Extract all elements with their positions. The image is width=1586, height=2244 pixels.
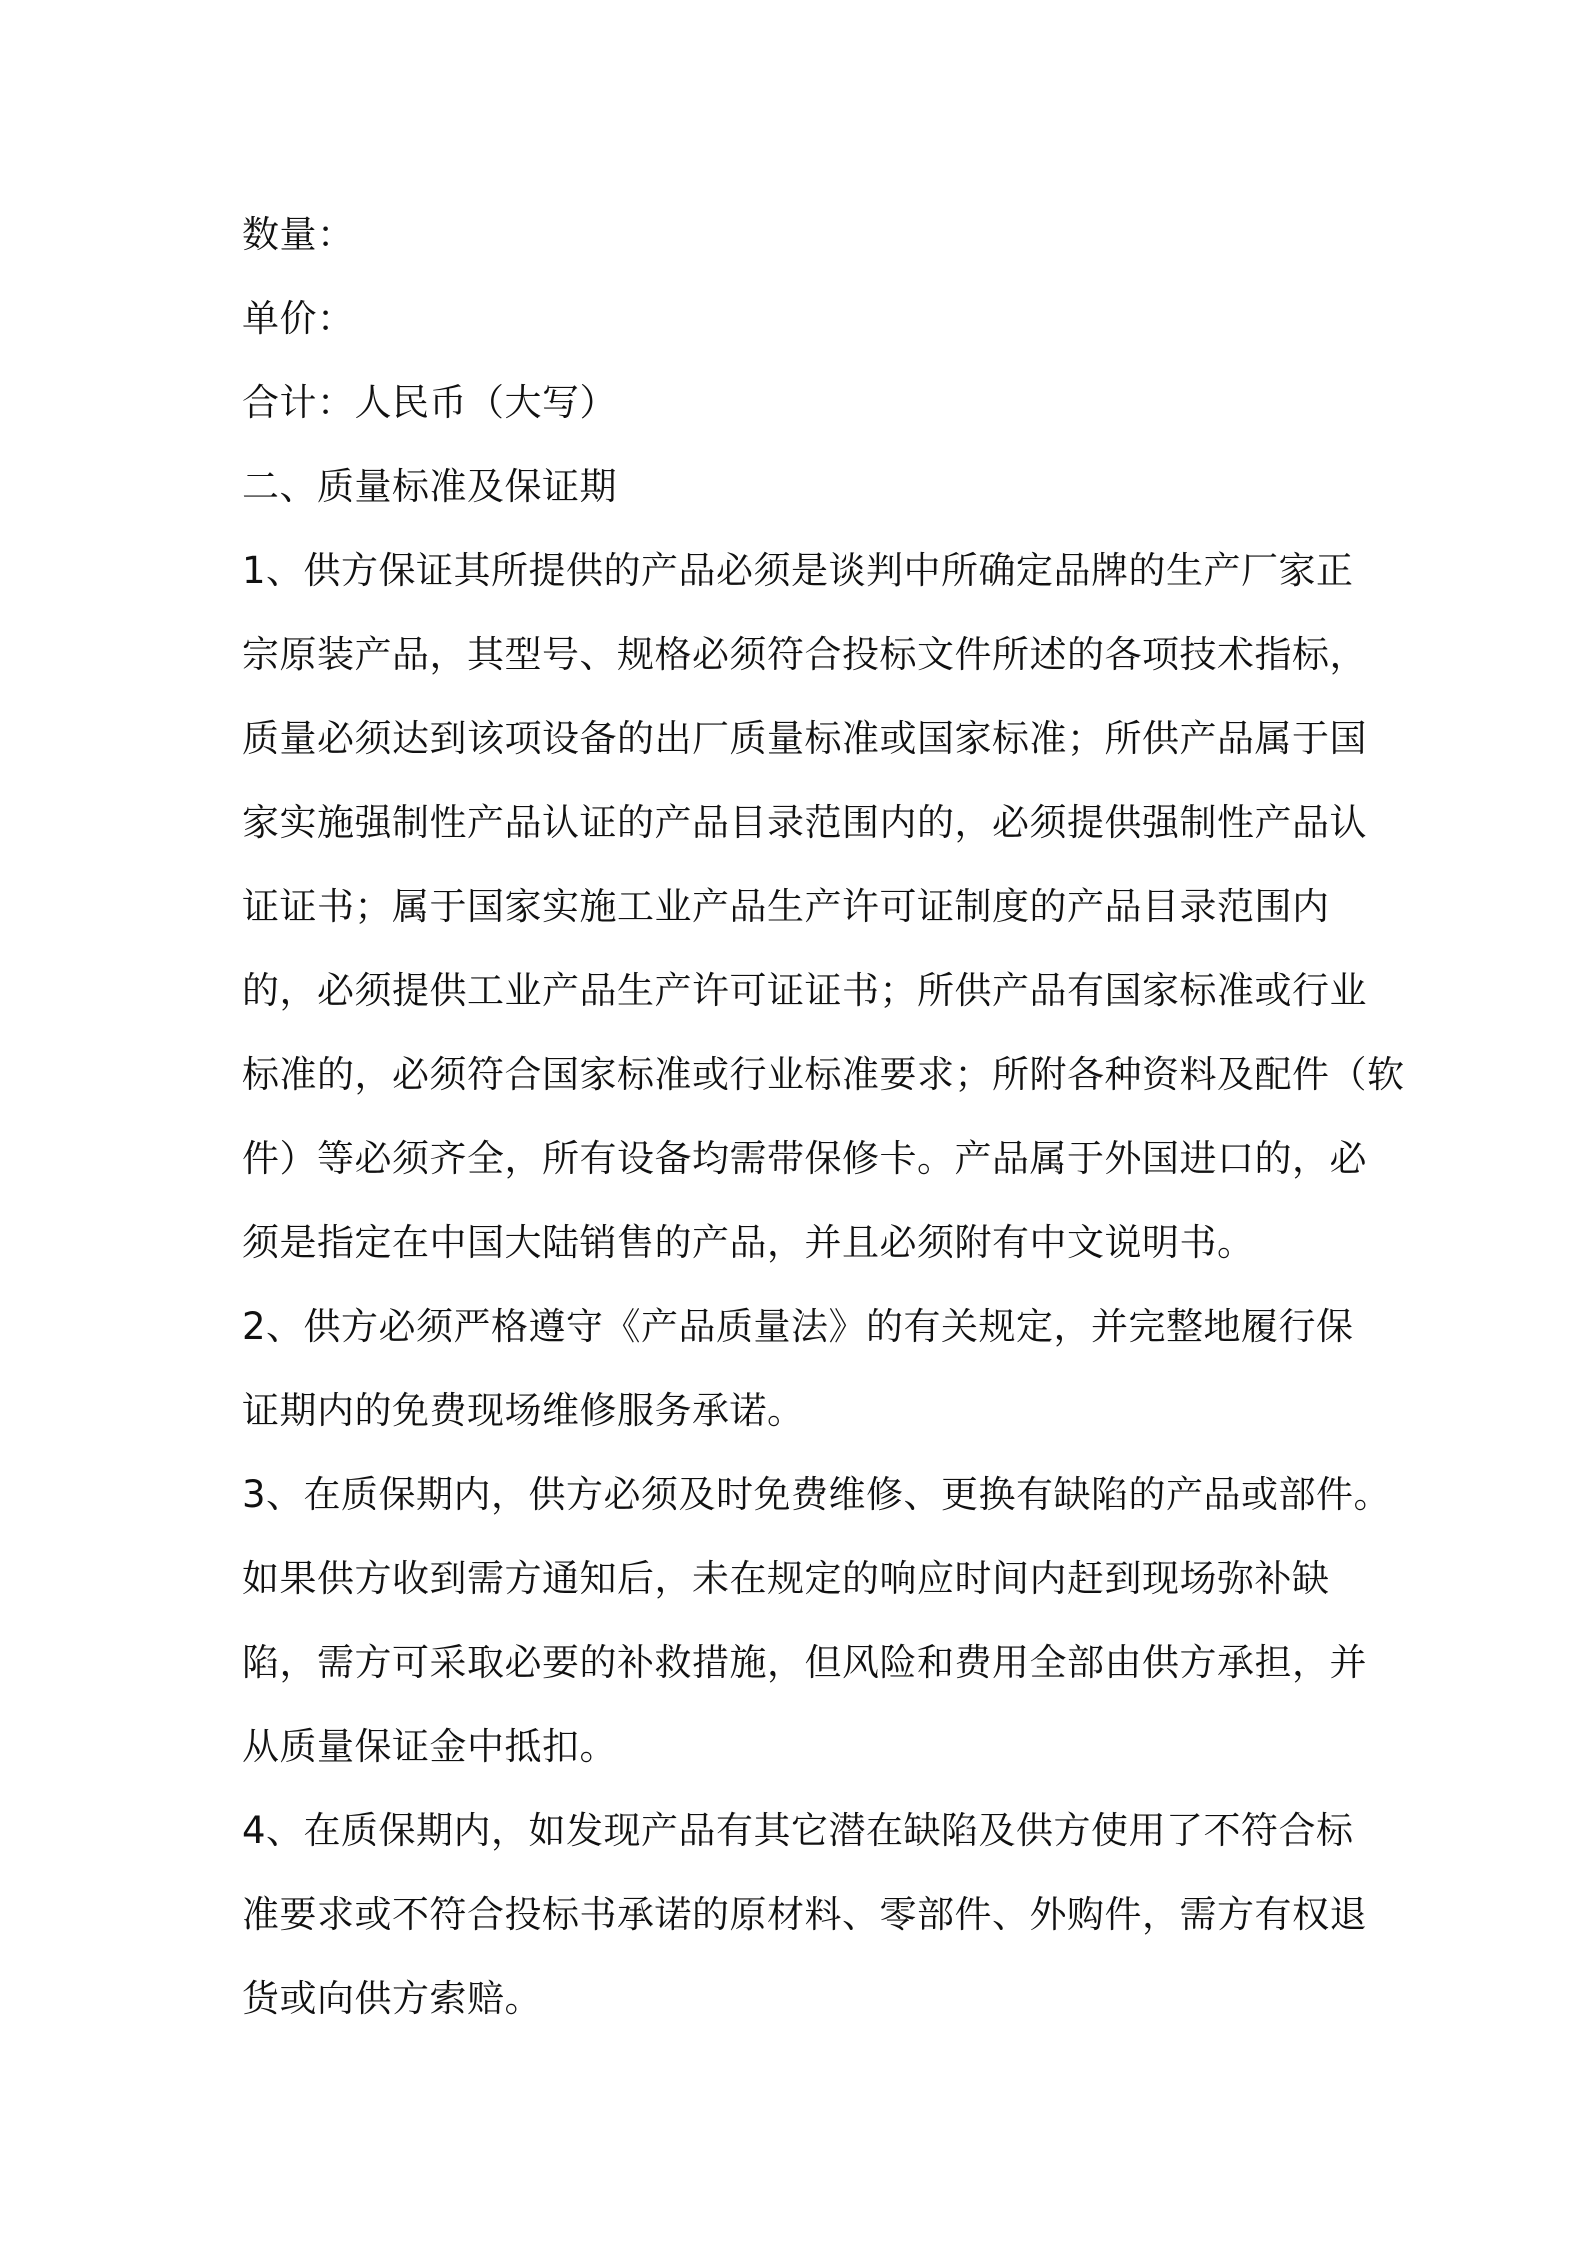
clause-4-line: 准要求或不符合投标书承诺的原材料、零部件、外购件，需方有权退: [242, 1893, 1367, 1936]
clause-1-line: 质量必须达到该项设备的出厂质量标准或国家标准；所供产品属于国: [242, 717, 1367, 760]
clause-1-line: 证证书；属于国家实施工业产品生产许可证制度的产品目录范围内: [242, 885, 1330, 928]
clause-1-line: 标准的，必须符合国家标准或行业标准要求；所附各种资料及配件（软: [242, 1053, 1405, 1096]
clause-1-line: 家实施强制性产品认证的产品目录范围内的，必须提供强制性产品认: [242, 801, 1367, 844]
document-body: [242, 193, 1405, 2041]
clause-4-line: 4、在质保期内，如发现产品有其它潜在缺陷及供方使用了不符合标: [242, 1809, 1354, 1852]
field-total-label: 合计：人民币（大写）: [242, 381, 617, 424]
clause-3-line: 3、在质保期内，供方必须及时免费维修、更换有缺陷的产品或部件。: [242, 1473, 1392, 1516]
clause-1-line: 件）等必须齐全，所有设备均需带保修卡。产品属于外国进口的，必: [242, 1137, 1367, 1180]
clause-1-line: 须是指定在中国大陆销售的产品，并且必须附有中文说明书。: [242, 1221, 1255, 1264]
clause-1-line: 的，必须提供工业产品生产许可证证书；所供产品有国家标准或行业: [242, 969, 1367, 1012]
clause-4-line: 货或向供方索赔。: [242, 1977, 542, 2020]
clause-3-line: 如果供方收到需方通知后，未在规定的响应时间内赶到现场弥补缺: [242, 1557, 1330, 1600]
clause-2-line: 2、供方必须严格遵守《产品质量法》的有关规定，并完整地履行保: [242, 1305, 1354, 1348]
section-heading-quality: 二、质量标准及保证期: [242, 465, 617, 508]
clause-3-line: 从质量保证金中抵扣。: [242, 1725, 617, 1768]
clause-2-line: 证期内的免费现场维修服务承诺。: [242, 1389, 805, 1432]
clause-3-line: 陷，需方可采取必要的补救措施，但风险和费用全部由供方承担，并: [242, 1641, 1367, 1684]
field-unit-price-label: 单价：: [242, 297, 355, 340]
clause-1-line: 宗原装产品，其型号、规格必须符合投标文件所述的各项技术指标，: [242, 633, 1367, 676]
field-quantity-label: 数量：: [242, 213, 355, 256]
clause-1-line: 1、供方保证其所提供的产品必须是谈判中所确定品牌的生产厂家正: [242, 549, 1354, 592]
